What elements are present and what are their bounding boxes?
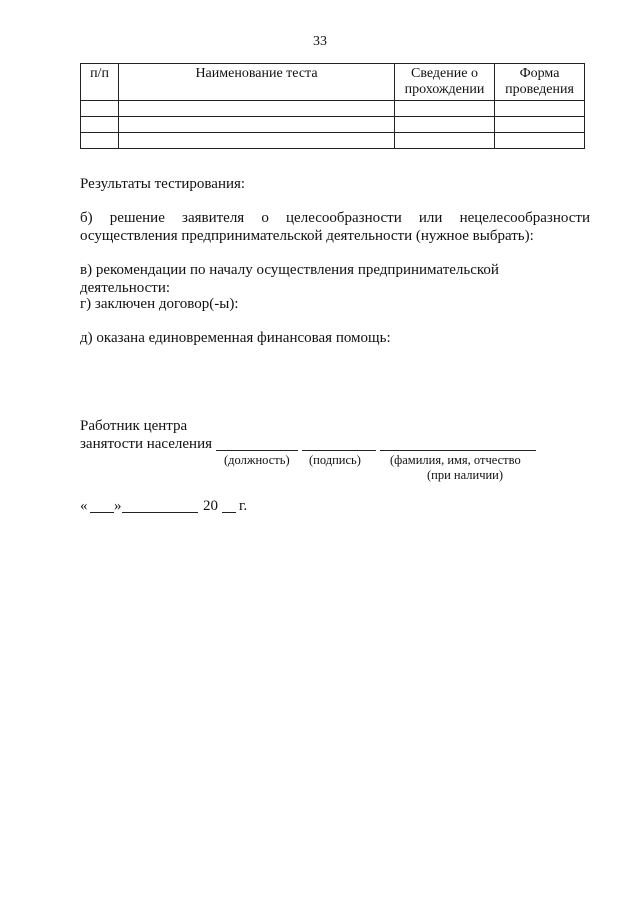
table-cell [395, 133, 495, 149]
table-row [81, 133, 585, 149]
date-year-prefix: 20 [203, 498, 218, 514]
header-test-name [119, 64, 395, 101]
header-number-text: п/п [90, 66, 109, 81]
results-heading: Результаты тестирования: [80, 176, 246, 192]
signature-blank[interactable] [302, 450, 376, 451]
item-b-line2: осуществления предпринимательской деятельности (нужное выбрать): [80, 228, 534, 244]
date-close-quote: » [114, 498, 122, 514]
date-day-blank[interactable] [90, 512, 114, 513]
item-g: г) заключен договор(-ы): [80, 296, 239, 312]
header-completion-line1: Сведение о [411, 66, 478, 81]
item-d: д) оказана единовременная финансовая помощь: [80, 330, 391, 346]
header-form-line2: проведения [505, 82, 574, 97]
table-header-row [81, 64, 585, 101]
position-blank[interactable] [216, 450, 298, 451]
table-cell [81, 101, 119, 117]
table-row [81, 101, 585, 117]
header-completion-line2: прохождении [404, 82, 485, 97]
table-cell [395, 101, 495, 117]
full-name-caption-line1: (фамилия, имя, отчество [390, 453, 521, 467]
table-cell [495, 133, 585, 149]
table-row [81, 117, 585, 133]
header-number [81, 64, 119, 101]
full-name-caption-line2: (при наличии) [427, 468, 504, 482]
date-year-blank[interactable] [222, 512, 236, 513]
header-form-line1: Форма [519, 66, 560, 81]
table-cell [119, 101, 395, 117]
signature-role-line2: занятости населения [80, 436, 213, 452]
item-v: в) рекомендации по началу осуществления предпринимательской деятельности: [80, 262, 499, 296]
tests-table [80, 63, 585, 149]
header-completion-info [395, 64, 495, 101]
item-b-line1: б) решение заявителя о целесообразности или нецелесообразности [80, 210, 590, 226]
table-cell [395, 117, 495, 133]
full-name-blank[interactable] [380, 450, 536, 451]
signature-role-line1: Работник центра [80, 418, 188, 434]
table-cell [81, 117, 119, 133]
table-cell [119, 117, 395, 133]
table-cell [495, 117, 585, 133]
page-number: 33 [313, 34, 327, 49]
date-year-suffix: г. [239, 498, 248, 514]
table-cell [495, 101, 585, 117]
position-caption: (должность) [224, 453, 290, 467]
table-cell [81, 133, 119, 149]
date-open-quote: « [80, 498, 88, 514]
signature-caption: (подпись) [309, 453, 361, 467]
header-test-name-text: Наименование теста [195, 66, 318, 81]
date-month-blank[interactable] [122, 512, 198, 513]
header-form [495, 64, 585, 101]
table-cell [119, 133, 395, 149]
